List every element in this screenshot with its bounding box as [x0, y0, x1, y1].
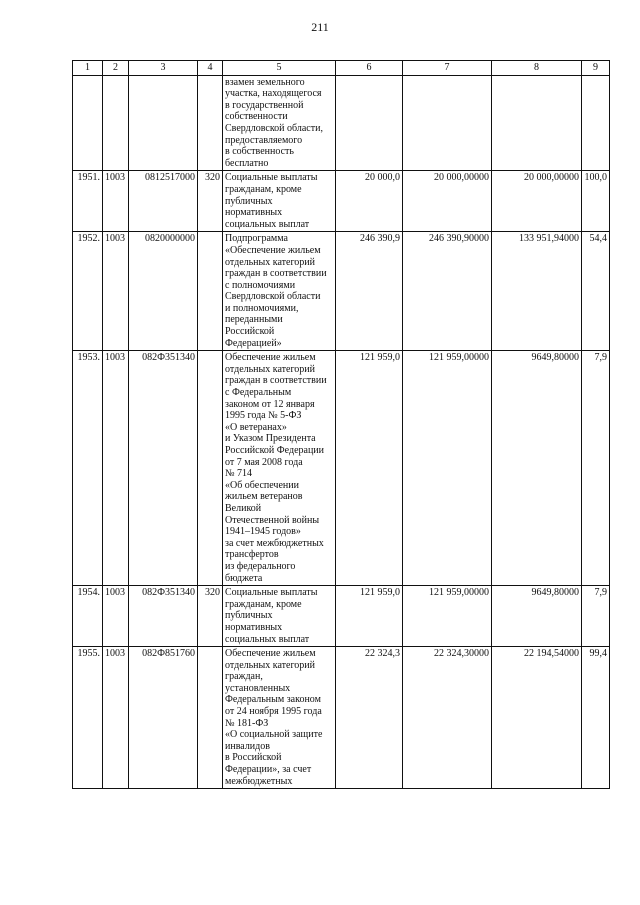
- item-name: [223, 586, 336, 647]
- execution-percent: 7,9: [582, 351, 610, 586]
- header-col-2: 2: [103, 61, 129, 76]
- item-name-line: гражданам, кроме: [225, 598, 302, 610]
- header-col-5: 5: [223, 61, 336, 76]
- item-name-line: собственности: [225, 111, 288, 123]
- item-name-line: Федерации», за счет: [225, 764, 312, 776]
- target-article-code: 082Ф351340: [129, 351, 198, 586]
- approved-amount: 121 959,00000: [403, 351, 492, 586]
- expense-type-code: [198, 75, 223, 171]
- expense-type-code: 320: [198, 586, 223, 647]
- item-name-line: жильем ветеранов: [225, 491, 303, 503]
- table-row: [73, 586, 610, 647]
- item-name-line: с полномочиями: [225, 279, 296, 291]
- planned-amount: 20 000,0: [336, 171, 403, 232]
- item-name-line: Российской Федерации: [225, 445, 325, 456]
- expense-type-code: [198, 647, 223, 789]
- header-col-1: 1: [73, 61, 103, 76]
- item-name-line: «Об обеспечении: [225, 479, 299, 491]
- item-name-line: из федерального: [225, 560, 296, 572]
- table-row: [73, 232, 610, 351]
- item-name-line: «О ветеранах»: [225, 421, 287, 433]
- header-col-4: 4: [198, 61, 223, 76]
- item-name-line: переданными: [225, 314, 283, 326]
- table-row: [73, 647, 610, 789]
- row-number: 1953.: [73, 351, 103, 586]
- item-name-line: Российской: [225, 326, 275, 338]
- planned-amount: [336, 75, 403, 171]
- executed-amount: 9649,80000: [492, 351, 582, 586]
- item-name-line: Обеспечение жильем: [225, 648, 316, 660]
- item-name-line: социальных выплат: [225, 633, 310, 645]
- item-name-line: № 714: [225, 468, 253, 480]
- row-number: 1954.: [73, 586, 103, 647]
- item-name-line: 1941–1945 годов»: [225, 526, 301, 538]
- target-article-code: 0820000000: [129, 232, 198, 351]
- executed-amount: 133 951,94000: [492, 232, 582, 351]
- item-name-line: от 24 ноября 1995 года: [225, 706, 322, 718]
- item-name-line: «О социальной защите: [225, 729, 323, 741]
- expense-type-code: [198, 351, 223, 586]
- item-name-line: Федерацией»: [225, 337, 282, 349]
- item-name-line: с Федеральным: [225, 387, 292, 399]
- header-col-7: 7: [403, 61, 492, 76]
- item-name-line: № 181-ФЗ: [225, 717, 269, 729]
- item-name-line: отдельных категорий: [225, 659, 316, 671]
- item-name-line: Великой: [225, 502, 262, 514]
- planned-amount: 22 324,3: [336, 647, 403, 789]
- header-col-6: 6: [336, 61, 403, 76]
- item-name-line: бесплатно: [225, 157, 269, 169]
- item-name-line: граждан,: [225, 671, 263, 683]
- section-code: [103, 75, 129, 171]
- table-body: [73, 75, 610, 789]
- execution-percent: 7,9: [582, 586, 610, 647]
- item-name-line: Свердловской области,: [225, 122, 323, 134]
- item-name-line: социальных выплат: [225, 218, 310, 230]
- expense-type-code: 320: [198, 171, 223, 232]
- item-name-line: Обеспечение жильем: [225, 352, 316, 364]
- header-row: [73, 61, 610, 76]
- section-code: 1003: [103, 232, 129, 351]
- planned-amount: 121 959,0: [336, 351, 403, 586]
- item-name-line: участка, находящегося: [225, 88, 322, 100]
- item-name-line: Федеральным законом: [225, 694, 321, 706]
- executed-amount: 9649,80000: [492, 586, 582, 647]
- expense-type-code: [198, 232, 223, 351]
- item-name-line: и полномочиями,: [225, 302, 299, 314]
- header-col-8: 8: [492, 61, 582, 76]
- item-name-line: Социальные выплаты: [225, 172, 318, 184]
- execution-percent: [582, 75, 610, 171]
- item-name: [223, 647, 336, 789]
- table-row: [73, 171, 610, 232]
- row-number: 1955.: [73, 647, 103, 789]
- target-article-code: 082Ф351340: [129, 586, 198, 647]
- item-name: [223, 75, 336, 171]
- item-name-line: 1995 года № 5-ФЗ: [225, 410, 302, 422]
- section-code: 1003: [103, 586, 129, 647]
- item-name-line: «Обеспечение жильем: [225, 244, 321, 256]
- planned-amount: 246 390,9: [336, 232, 403, 351]
- execution-percent: 54,4: [582, 232, 610, 351]
- item-name-line: в Российской: [225, 752, 282, 764]
- item-name-line: предоставляемого: [225, 134, 303, 146]
- page-number: 211: [311, 20, 329, 34]
- header-col-3: 3: [129, 61, 198, 76]
- item-name-line: отдельных категорий: [225, 256, 316, 268]
- item-name-line: Социальные выплаты: [225, 587, 318, 599]
- item-name-line: бюджета: [225, 572, 263, 584]
- item-name-line: гражданам, кроме: [225, 183, 302, 195]
- row-number: 1951.: [73, 171, 103, 232]
- executed-amount: [492, 75, 582, 171]
- target-article-code: 0812517000: [129, 171, 198, 232]
- section-code: 1003: [103, 647, 129, 789]
- item-name-line: публичных: [225, 195, 273, 207]
- item-name: [223, 232, 336, 351]
- item-name-line: трансфертов: [225, 549, 279, 561]
- row-number: [73, 75, 103, 171]
- item-name-line: и Указом Президента: [225, 433, 316, 445]
- approved-amount: [403, 75, 492, 171]
- approved-amount: 20 000,00000: [403, 171, 492, 232]
- item-name-line: граждан в соответствии: [225, 375, 327, 387]
- item-name-line: за счет межбюджетных: [225, 537, 324, 549]
- item-name-line: в собственность: [225, 146, 294, 158]
- target-article-code: [129, 75, 198, 171]
- item-name-line: нормативных: [225, 207, 283, 219]
- row-number: 1952.: [73, 232, 103, 351]
- execution-percent: 99,4: [582, 647, 610, 789]
- item-name-line: межбюджетных: [225, 775, 293, 787]
- approved-amount: 121 959,00000: [403, 586, 492, 647]
- budget-table: [72, 60, 610, 789]
- item-name-line: взамен земельного: [225, 76, 305, 88]
- approved-amount: 246 390,90000: [403, 232, 492, 351]
- item-name-line: от 7 мая 2008 года: [225, 456, 303, 468]
- target-article-code: 082Ф851760: [129, 647, 198, 789]
- item-name: [223, 351, 336, 586]
- header-col-9: 9: [582, 61, 610, 76]
- item-name-line: в государственной: [225, 99, 304, 111]
- executed-amount: 22 194,54000: [492, 647, 582, 789]
- item-name-line: нормативных: [225, 621, 283, 633]
- item-name-line: граждан в соответствии: [225, 268, 327, 280]
- item-name-line: отдельных категорий: [225, 363, 316, 375]
- section-code: 1003: [103, 351, 129, 586]
- item-name-line: Подпрограмма: [225, 233, 288, 245]
- item-name-line: установленных: [225, 682, 291, 694]
- item-name-line: законом от 12 января: [225, 398, 315, 410]
- item-name-line: Отечественной войны: [225, 514, 320, 526]
- table-row: [73, 75, 610, 171]
- table-row: [73, 351, 610, 586]
- approved-amount: 22 324,30000: [403, 647, 492, 789]
- item-name-line: публичных: [225, 610, 273, 622]
- section-code: 1003: [103, 171, 129, 232]
- execution-percent: 100,0: [582, 171, 610, 232]
- item-name-line: инвалидов: [225, 740, 270, 752]
- planned-amount: 121 959,0: [336, 586, 403, 647]
- executed-amount: 20 000,00000: [492, 171, 582, 232]
- item-name: [223, 171, 336, 232]
- item-name-line: Свердловской области: [225, 291, 321, 303]
